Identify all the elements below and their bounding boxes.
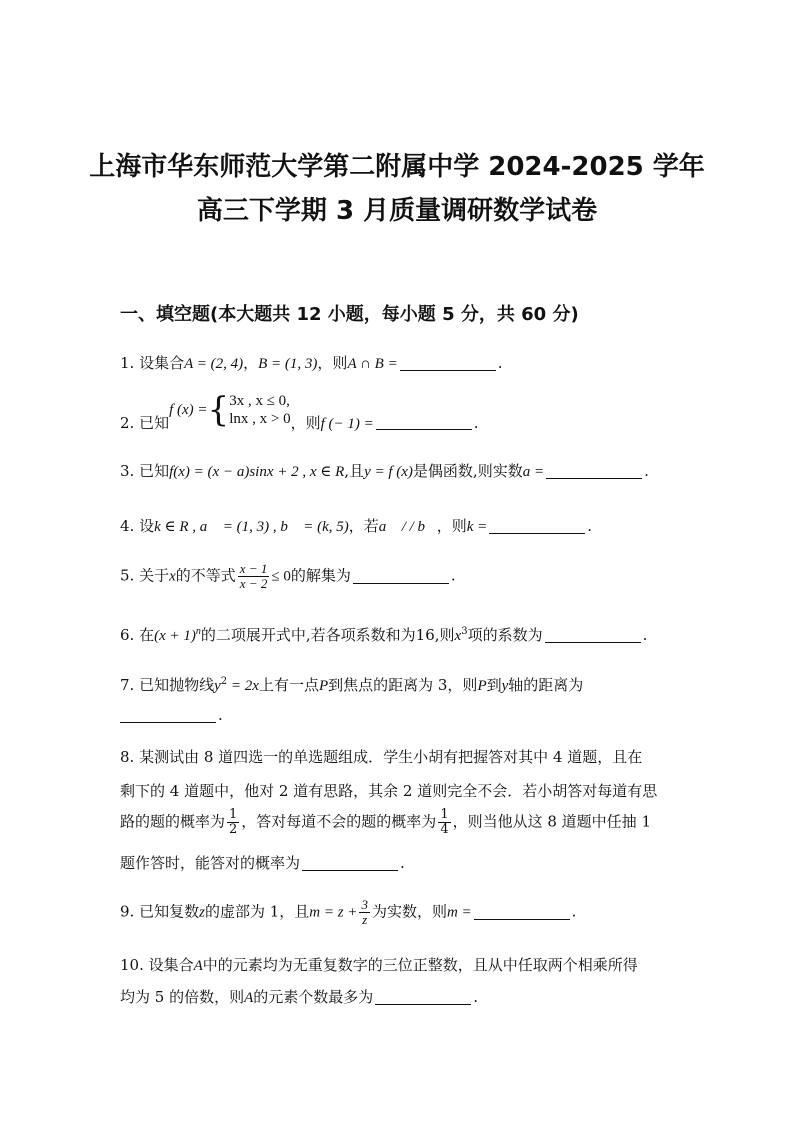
fraction: $\frac{x - 1}{x - 2}$: [239, 561, 268, 591]
question-8-line2: 剩下的 4 道题中，他对 2 道有思路，其余 2 道则完全不会．若小胡答对每道有思: [120, 782, 658, 800]
question-4: 4. 设k ∈ R , a⃗ = (1, 3) , b⃗ = (k, 5)，若a⃗ / / b⃗，则k = .: [120, 517, 593, 535]
question-8-line4: 题作答时，能答对的概率为 .: [120, 854, 405, 872]
question-5: 5. 关于x的不等式 $\frac{x - 1}{x - 2}$ ≤ 0的解集为 .: [120, 561, 456, 591]
answer-blank[interactable]: [353, 569, 449, 584]
question-7-answer-line: .: [120, 706, 223, 724]
fraction: $\frac{1}{4}$: [440, 807, 449, 837]
answer-blank[interactable]: [474, 905, 570, 920]
question-2: 2. 已知f (x) ={ 3x , x ≤ 0, lnx , x > 0 ，则f (− 1) = .: [120, 390, 479, 432]
answer-blank[interactable]: [489, 519, 585, 534]
exam-title-line1: 上海市华东师范大学第二附属中学 2024-2025 学年: [89, 152, 705, 182]
answer-blank[interactable]: [376, 415, 472, 430]
answer-blank[interactable]: [546, 464, 642, 479]
answer-blank[interactable]: [375, 990, 471, 1005]
answer-blank[interactable]: [400, 356, 496, 371]
section-heading: 一、填空题(本大题共 12 小题，每小题 5 分，共 60 分): [120, 304, 579, 325]
question-3: 3. 已知f(x) = (x − a)sinx + 2 , x ∈ R,且y = f (x)是偶函数,则实数a = .: [120, 462, 649, 480]
question-10-line1: 10. 设集合A中的元素均为无重复数字的三位正整数，且从中任取两个相乘所得: [120, 956, 638, 974]
fraction: $\frac{3}{z}$: [361, 897, 368, 927]
fraction: $\frac{1}{2}$: [229, 807, 238, 837]
question-7: 7. 已知抛物线$y^2 = 2x$上有一点P到焦点的距离为 3，则P到y轴的距离为: [120, 676, 584, 694]
answer-blank[interactable]: [545, 628, 641, 643]
exam-title-line2: 高三下学期 3 月质量调研数学试卷: [196, 196, 598, 226]
question-6: 6. 在$(x + 1)^n$的二项展开式中,若各项系数和为16,则$x^3$项的系数为 .: [120, 626, 648, 644]
question-9: 9. 已知复数z的虚部为 1，且m = z + $\frac{3}{z}$ 为实数，则m = .: [120, 897, 577, 927]
answer-blank[interactable]: [120, 708, 216, 723]
question-8-line3: 路的题的概率为 $\frac{1}{2}$ ，答对每道不会的题的概率为 $\frac{1}{4}$ ，则当他从这 8 道题中任抽 1: [120, 807, 651, 837]
answer-blank[interactable]: [302, 856, 398, 871]
question-8-line1: 8. 某测试由 8 道四选一的单选题组成．学生小胡有把握答对其中 4 道题，且在: [120, 748, 643, 766]
question-1: 1. 设集合A = (2, 4)，B = (1, 3)，则A ∩ B = .: [120, 354, 503, 372]
question-10-line2: 均为 5 的倍数，则A的元素个数最多为 .: [120, 988, 479, 1006]
left-brace: {: [207, 390, 230, 430]
